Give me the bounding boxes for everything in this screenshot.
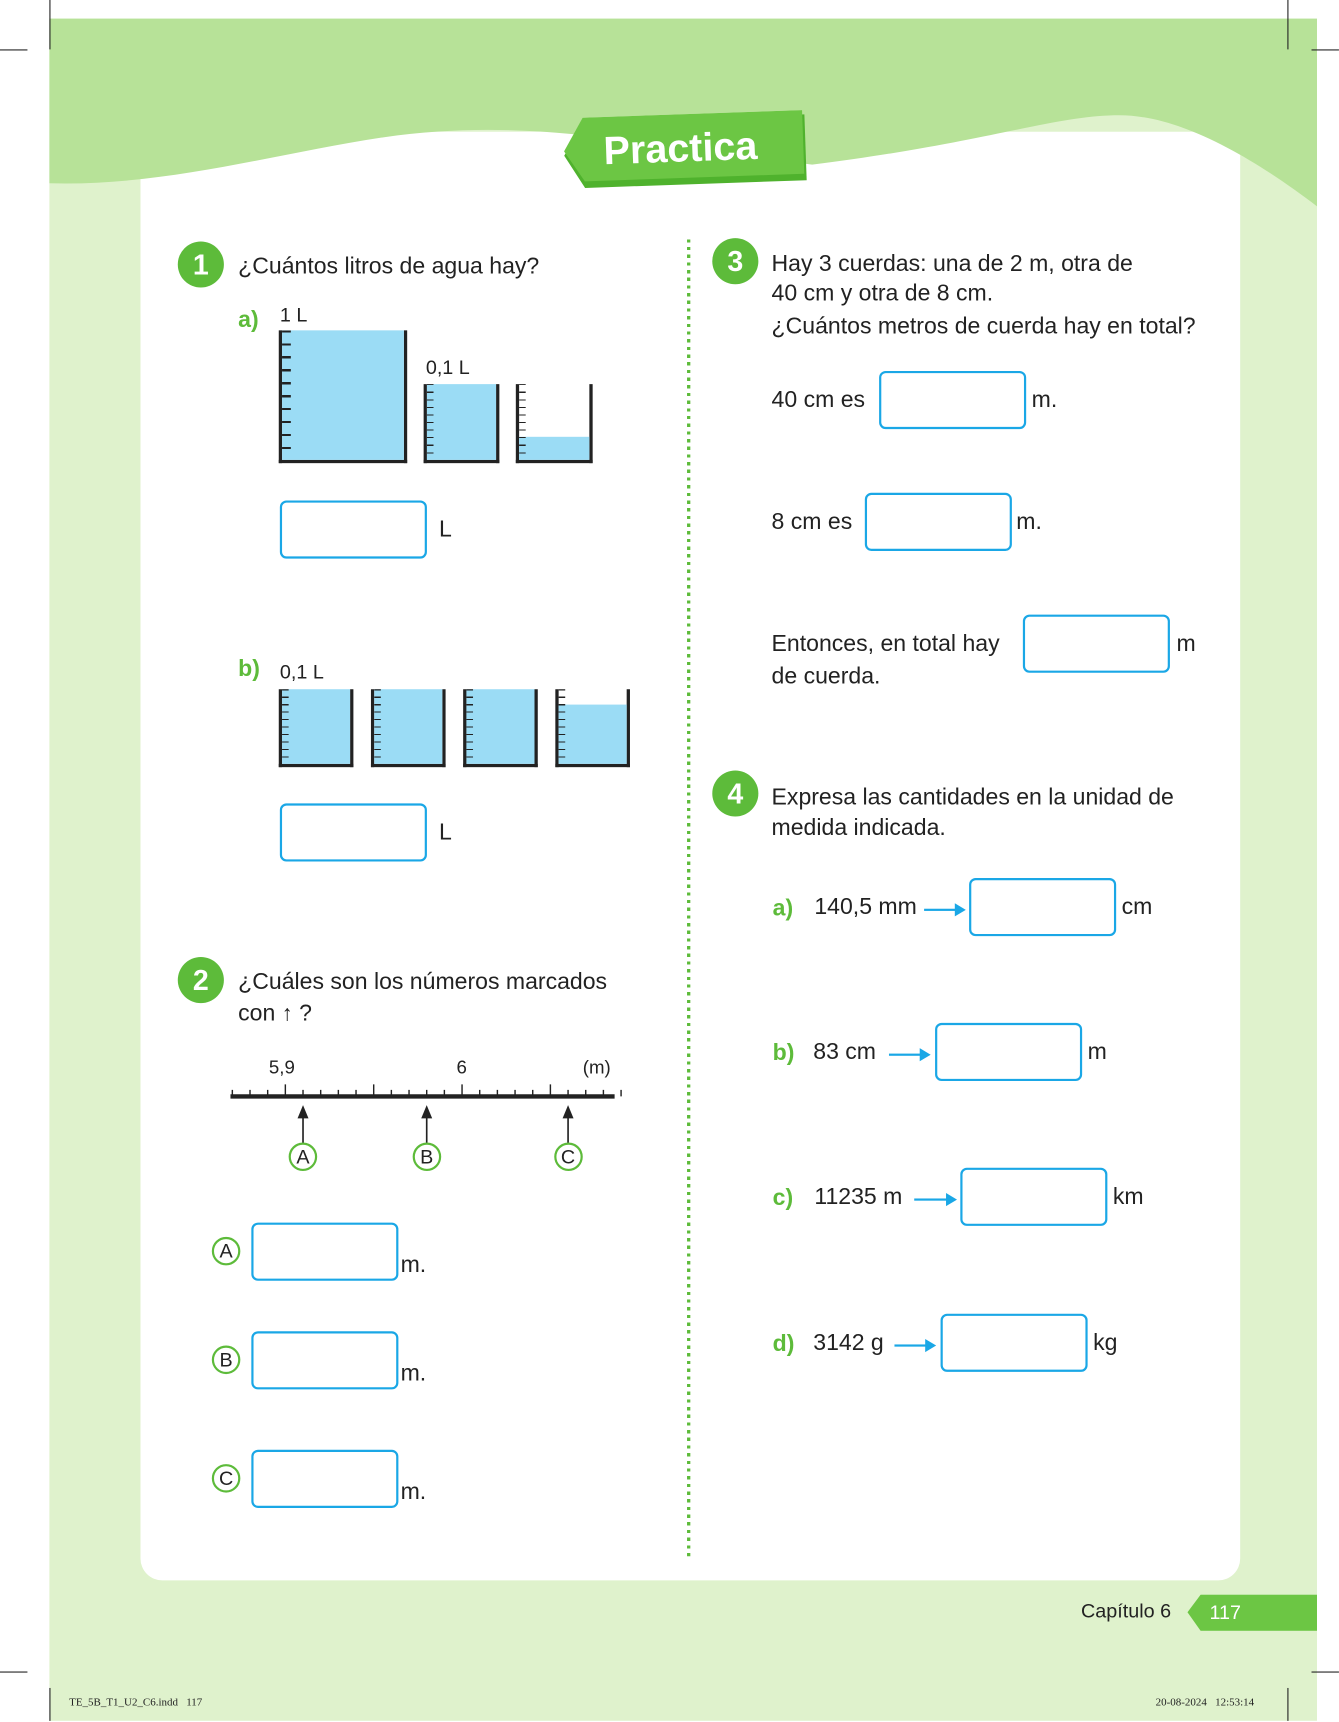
q3-r1-answer-box[interactable]: [879, 371, 1026, 429]
question-number-2: 2: [178, 957, 224, 1003]
q3-r3-prefix: Entonces, en total hay: [771, 631, 1000, 657]
q1a-answer-box[interactable]: [280, 500, 427, 558]
beaker-01l: [279, 689, 354, 767]
q1b-unit: L: [439, 819, 452, 846]
crop-mark: [1287, 0, 1288, 49]
question-number-1: 1: [178, 241, 224, 287]
q3-r1-prefix: 40 cm es: [771, 387, 866, 413]
q3-line1: Hay 3 cuerdas: una de 2 m, otra de: [771, 251, 1133, 277]
answer-letter-B: B: [212, 1346, 241, 1375]
beaker-01l-label: 0,1 L: [279, 660, 324, 683]
q4-quantity: 140,5 mm: [814, 894, 917, 920]
axis-tick-label: 5,9: [268, 1056, 295, 1078]
beaker-01l: [371, 689, 446, 767]
q2-text-line1: ¿Cuáles son los números marcados: [238, 969, 608, 995]
q1b-label: b): [238, 656, 260, 682]
q4-target-unit: m: [1087, 1039, 1107, 1065]
practica-badge: [561, 110, 814, 191]
q4-item-label: a): [772, 895, 794, 921]
crop-mark: [1312, 49, 1339, 50]
q2-text-line2: [238, 1002, 312, 1025]
slug-date: 20-08-2024 12:53:14: [1155, 1696, 1255, 1709]
q3-line3: ¿Cuántos metros de cuerda hay en total?: [771, 313, 1196, 340]
q3-r3-suffix: de cuerda.: [771, 663, 881, 690]
page-number: 117: [1209, 1601, 1241, 1624]
q3-r2-unit: m.: [1016, 509, 1042, 535]
q4-quantity: 11235 m: [814, 1184, 903, 1210]
q1-text: ¿Cuántos litros de agua hay?: [238, 253, 540, 279]
marker-label-B: B: [412, 1142, 441, 1171]
q4-answer-box[interactable]: [941, 1314, 1088, 1372]
q4-answer-box[interactable]: [960, 1168, 1107, 1226]
q3-r2-answer-box[interactable]: [865, 493, 1012, 551]
question-number-3: 3: [712, 238, 758, 284]
up-arrow-icon: [421, 1105, 432, 1118]
q1b-answer-box[interactable]: [280, 803, 427, 861]
up-arrow-icon: [563, 1105, 574, 1118]
q4-item-label: b): [772, 1040, 795, 1066]
crop-mark: [1312, 1671, 1339, 1672]
beaker-1l: [279, 330, 407, 463]
crop-mark: [49, 1688, 50, 1721]
q4-answer-box[interactable]: [969, 878, 1116, 936]
q2-question-mark: ?: [299, 1000, 312, 1027]
axis-unit: (m): [582, 1056, 611, 1078]
page-number-tab: [1187, 1595, 1317, 1631]
q2-answer-box-B[interactable]: [251, 1331, 398, 1389]
beaker-01l: [555, 689, 630, 767]
marker-label-C: C: [554, 1142, 583, 1171]
q4-target-unit: cm: [1121, 894, 1153, 920]
up-arrow-icon: [298, 1105, 309, 1118]
crop-mark: [0, 1671, 27, 1672]
q2-answer-unit: m.: [400, 1360, 427, 1387]
q4-line1: Expresa las cantidades en la unidad de: [771, 784, 1174, 810]
q4-quantity: 3142 g: [813, 1330, 884, 1356]
right-arrow-icon: [894, 1344, 934, 1346]
chapter-label: Capítulo 6: [1081, 1600, 1172, 1623]
q4-item-label: c): [772, 1185, 794, 1211]
page-title: Practica: [602, 122, 759, 174]
beaker-01l-label: 0,1 L: [425, 356, 470, 379]
answer-letter-A: A: [212, 1237, 241, 1266]
q3-r2-prefix: 8 cm es: [771, 509, 853, 535]
q4-item-label: d): [772, 1331, 795, 1357]
column-divider: [687, 239, 690, 1556]
right-arrow-icon: [924, 909, 964, 911]
q4-answer-box[interactable]: [935, 1023, 1082, 1081]
beaker-1l-label: 1 L: [279, 304, 308, 326]
q3-r3-unit: m: [1176, 631, 1196, 657]
crop-mark: [1287, 1688, 1288, 1721]
marker-label-A: A: [289, 1142, 318, 1171]
slug-file: TE_5B_T1_U2_C6.indd 117: [69, 1696, 203, 1709]
q2-con: con: [238, 1000, 276, 1027]
q2-answer-unit: m.: [400, 1252, 427, 1278]
q4-target-unit: km: [1112, 1184, 1144, 1210]
q4-target-unit: kg: [1093, 1330, 1118, 1356]
crop-mark: [49, 0, 50, 49]
q4-line2: medida indicada.: [771, 815, 946, 841]
crop-mark: [0, 49, 27, 50]
beaker-01l: [463, 689, 538, 767]
q4-quantity: 83 cm: [813, 1039, 877, 1065]
q1a-label: a): [238, 307, 259, 333]
beaker-01l: [424, 384, 500, 463]
q1a-unit: L: [439, 516, 452, 543]
right-arrow-icon: [889, 1054, 929, 1056]
q3-r3-answer-box[interactable]: [1023, 615, 1170, 673]
q2-answer-box-C[interactable]: [251, 1450, 398, 1508]
right-arrow-icon: [914, 1198, 955, 1200]
q3-r1-unit: m.: [1031, 387, 1058, 413]
q3-line2: 40 cm y otra de 8 cm.: [771, 280, 994, 307]
up-arrow-icon: ↑: [281, 1002, 293, 1027]
question-number-4: 4: [712, 770, 758, 816]
beaker-01l: [516, 384, 593, 463]
answer-letter-C: C: [212, 1464, 241, 1493]
axis-tick-label: 6: [456, 1056, 467, 1078]
q2-answer-box-A[interactable]: [251, 1223, 398, 1281]
q2-answer-unit: m.: [400, 1479, 427, 1505]
